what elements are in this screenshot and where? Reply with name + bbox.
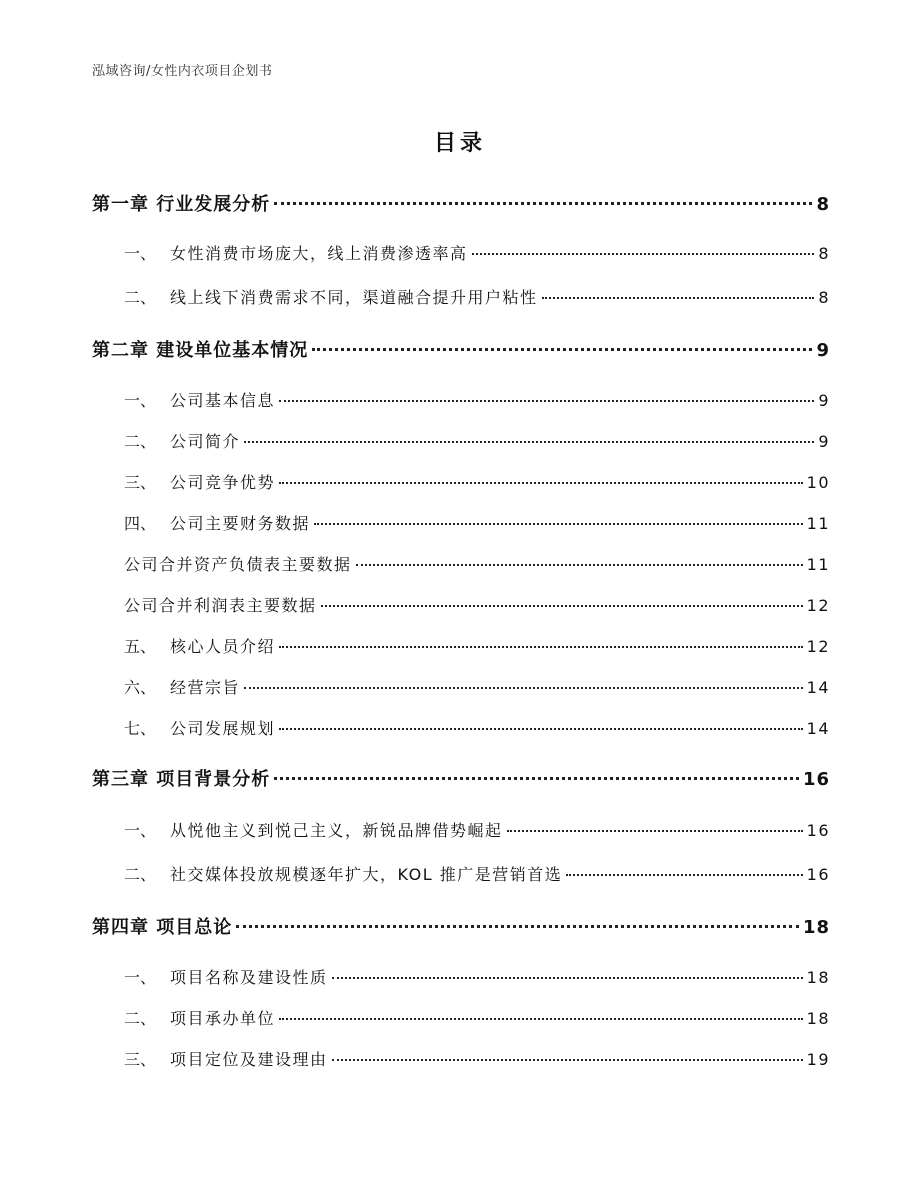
section-title: 公司合并利润表主要数据 — [124, 596, 317, 615]
chapter-title: 第四章 项目总论 — [92, 917, 233, 938]
section-number: 一、 — [124, 968, 157, 987]
dot-leader — [279, 1018, 803, 1020]
dot-leader — [279, 400, 814, 402]
section-title: 社交媒体投放规模逐年扩大，KOL 推广是营销首选 — [170, 865, 563, 884]
page-number: 18 — [802, 917, 830, 938]
toc-chapter-4[interactable] — [92, 913, 830, 939]
toc-entry[interactable] — [124, 552, 830, 575]
section-number: 二、 — [124, 288, 157, 307]
page-number: 12 — [806, 596, 830, 615]
page-number: 9 — [818, 391, 830, 410]
toc-entry[interactable] — [124, 388, 830, 411]
section-title: 公司合并资产负债表主要数据 — [124, 555, 352, 574]
page-number: 19 — [806, 1050, 830, 1069]
page-number: 11 — [806, 514, 830, 533]
section-title: 公司简介 — [170, 432, 241, 451]
toc-entry[interactable] — [124, 675, 830, 698]
section-title: 公司发展规划 — [170, 719, 276, 738]
dot-leader — [312, 348, 812, 351]
section-title: 从悦他主义到悦己主义，新锐品牌借势崛起 — [170, 821, 503, 840]
toc-entry[interactable] — [124, 634, 830, 657]
toc-entry[interactable] — [124, 818, 830, 841]
section-title: 公司竞争优势 — [170, 473, 276, 492]
dot-leader — [244, 687, 803, 689]
dot-leader — [321, 605, 803, 607]
section-number: 五、 — [124, 637, 157, 656]
dot-leader — [236, 925, 799, 928]
page-title: 目录 — [433, 131, 486, 156]
page-number: 16 — [806, 821, 830, 840]
toc-entry[interactable] — [124, 862, 830, 885]
toc-entry[interactable] — [124, 593, 830, 616]
dot-leader — [274, 777, 799, 780]
page-number: 9 — [818, 432, 830, 451]
section-number: 二、 — [124, 865, 157, 884]
dot-leader — [279, 728, 803, 730]
dot-leader — [314, 523, 803, 525]
section-number: 六、 — [124, 678, 157, 697]
dot-leader — [507, 830, 803, 832]
dot-leader — [332, 977, 803, 979]
section-title: 线上线下消费需求不同，渠道融合提升用户粘性 — [170, 288, 538, 307]
page-number: 11 — [806, 555, 830, 574]
toc-entry[interactable] — [124, 965, 830, 988]
page-number: 8 — [816, 194, 830, 215]
chapter-title: 第二章 建设单位基本情况 — [92, 340, 309, 361]
page-number: 9 — [816, 340, 830, 361]
running-header: 泓域咨询/女性内衣项目企划书 — [92, 64, 273, 79]
dot-leader — [274, 202, 812, 205]
page-number: 8 — [818, 288, 830, 307]
toc-entry[interactable] — [124, 285, 830, 308]
page-number: 14 — [806, 678, 830, 697]
dot-leader — [356, 564, 803, 566]
dot-leader — [332, 1059, 803, 1061]
toc-chapter-2[interactable] — [92, 336, 830, 362]
section-title: 项目定位及建设理由 — [170, 1050, 328, 1069]
section-title: 女性消费市场庞大，线上消费渗透率高 — [170, 244, 468, 263]
toc-chapter-3[interactable] — [92, 765, 830, 791]
toc-chapter-1[interactable] — [92, 190, 830, 216]
page-number: 18 — [806, 1009, 830, 1028]
section-number: 七、 — [124, 719, 157, 738]
dot-leader — [472, 253, 815, 255]
dot-leader — [279, 482, 803, 484]
toc-entry[interactable] — [124, 716, 830, 739]
page-number: 14 — [806, 719, 830, 738]
page-number: 12 — [806, 637, 830, 656]
section-number: 一、 — [124, 391, 157, 410]
section-title: 公司基本信息 — [170, 391, 276, 410]
dot-leader — [542, 297, 815, 299]
section-number: 四、 — [124, 514, 157, 533]
section-number: 三、 — [124, 1050, 157, 1069]
dot-leader — [566, 874, 802, 876]
toc-entry[interactable] — [124, 241, 830, 264]
page-number: 10 — [806, 473, 830, 492]
section-title: 项目承办单位 — [170, 1009, 276, 1028]
page-number: 18 — [806, 968, 830, 987]
toc-entry[interactable] — [124, 511, 830, 534]
dot-leader — [244, 441, 814, 443]
dot-leader — [279, 646, 803, 648]
toc-entry[interactable] — [124, 470, 830, 493]
section-number: 一、 — [124, 821, 157, 840]
section-number: 三、 — [124, 473, 157, 492]
section-number: 一、 — [124, 244, 157, 263]
toc-entry[interactable] — [124, 429, 830, 452]
section-title: 项目名称及建设性质 — [170, 968, 328, 987]
section-title: 公司主要财务数据 — [170, 514, 311, 533]
chapter-title: 第三章 项目背景分析 — [92, 769, 271, 790]
section-title: 经营宗旨 — [170, 678, 241, 697]
section-number: 二、 — [124, 1009, 157, 1028]
toc-entry[interactable] — [124, 1006, 830, 1029]
section-number: 二、 — [124, 432, 157, 451]
page-number: 8 — [818, 244, 830, 263]
page-number: 16 — [806, 865, 830, 884]
page-number: 16 — [802, 769, 830, 790]
chapter-title: 第一章 行业发展分析 — [92, 194, 271, 215]
section-title: 核心人员介绍 — [170, 637, 276, 656]
toc-entry[interactable] — [124, 1047, 830, 1070]
